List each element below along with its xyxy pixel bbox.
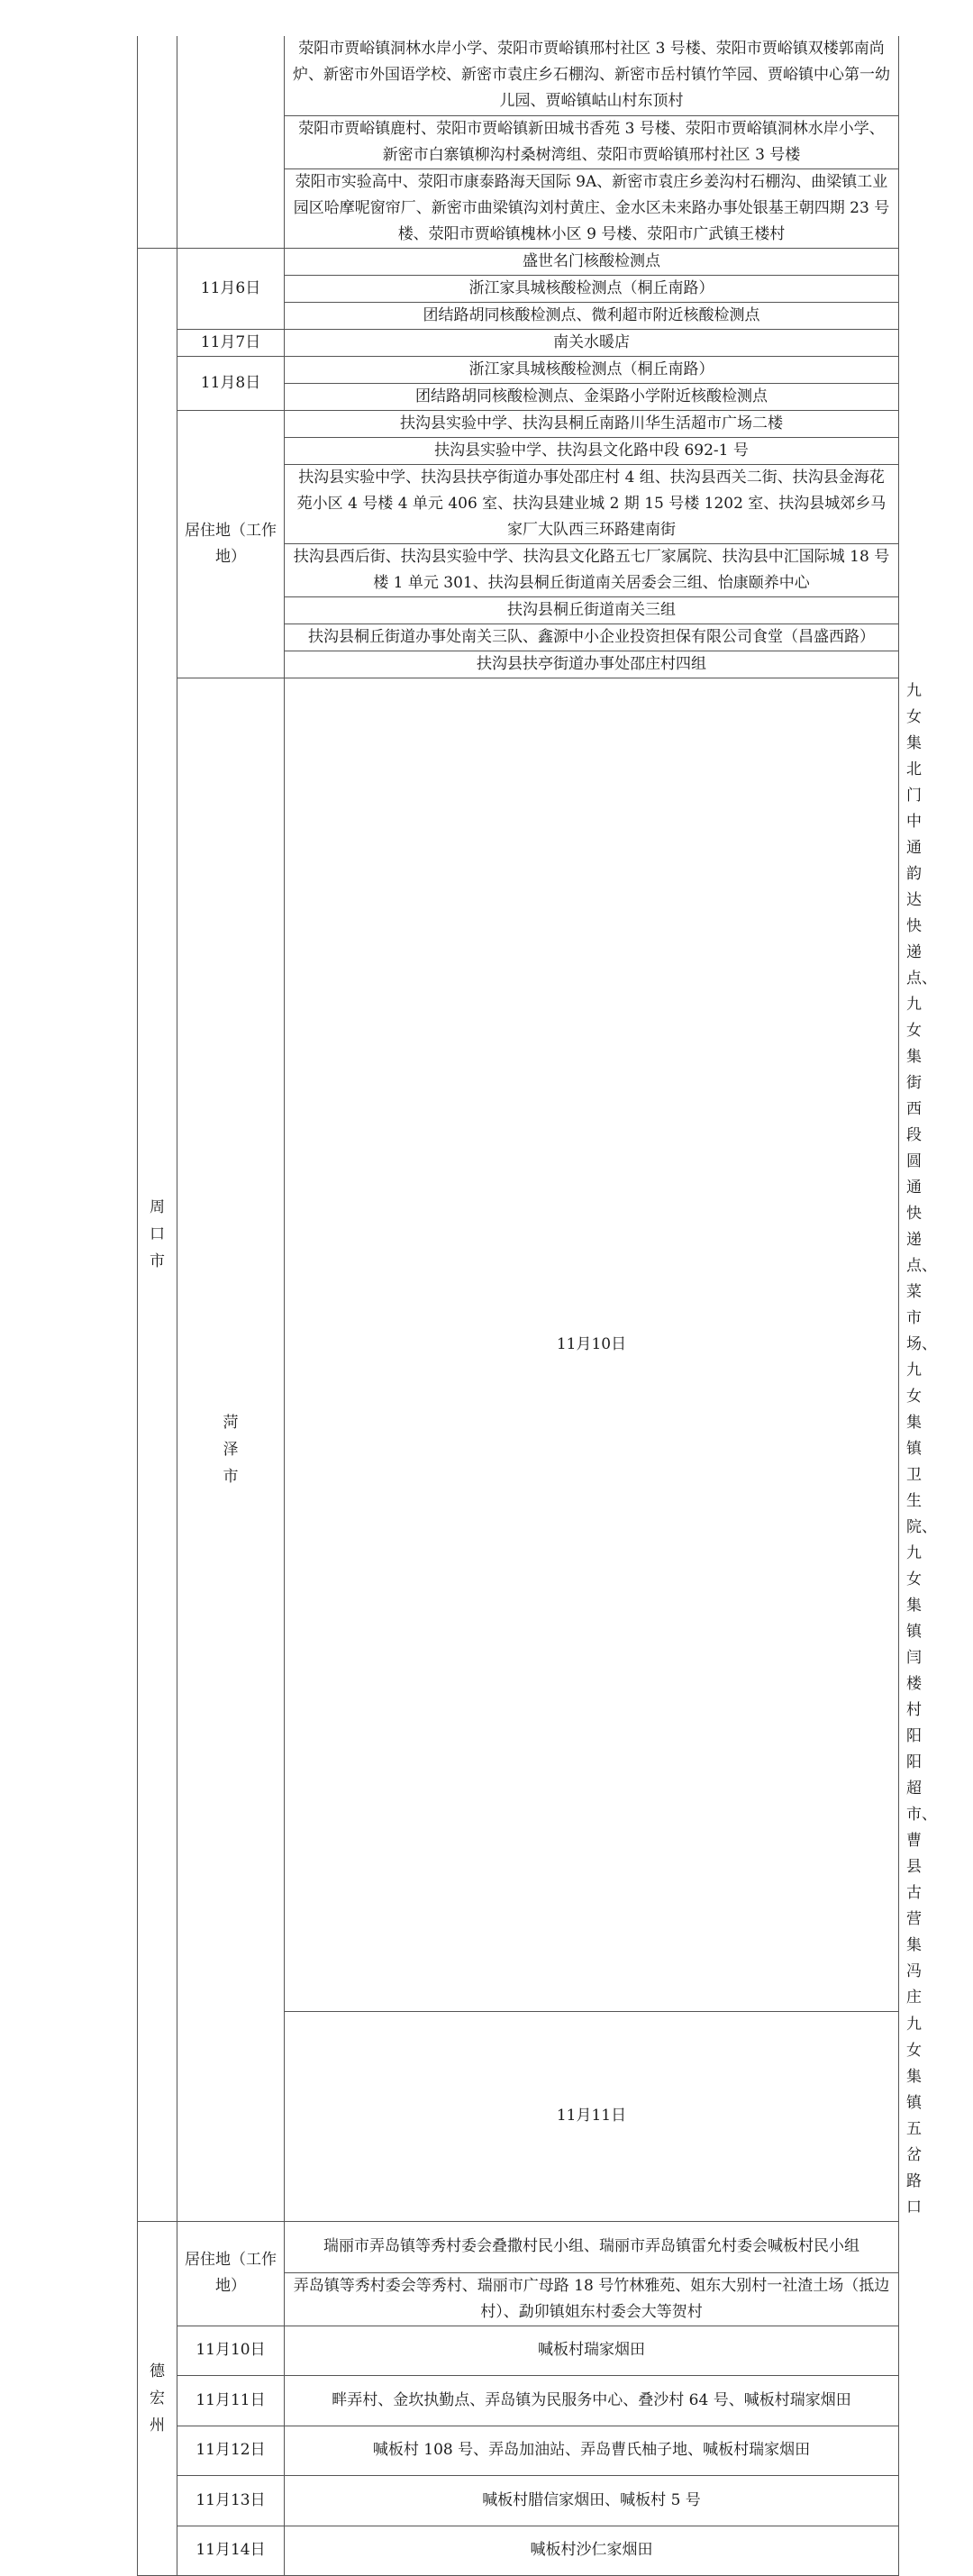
location-cell: 扶沟县实验中学、扶沟县扶亭街道办事处邵庄村 4 组、扶沟县西关二街、扶沟县金海花苑小区 4 号楼 4 单元 406 室、扶沟县建业城 2 期 15 号楼 1202 室、扶沟县城郊乡马家厂大队西三环路建南街 — [285, 464, 899, 543]
location-cell: 瑞丽市弄岛镇等秀村委会叠撒村民小组、瑞丽市弄岛镇雷允村委会喊板村民小组 — [285, 2221, 899, 2272]
location-cell: 喊板村腊信家烟田、喊板村 5 号 — [285, 2475, 899, 2526]
table-row — [138, 36, 899, 115]
place-cell — [138, 248, 177, 2221]
table-row — [138, 2326, 899, 2375]
date-cell: 11月10日 — [285, 678, 899, 2011]
case-location-table — [137, 36, 937, 2576]
table-row — [138, 329, 899, 356]
date-cell: 11月14日 — [177, 2526, 285, 2575]
location-cell: 团结路胡同核酸检测点、微利超市附近核酸检测点 — [285, 302, 899, 329]
table-row — [138, 2475, 899, 2526]
location-cell: 畔弄村、金坎执勤点、弄岛镇为民服务中心、叠沙村 64 号、喊板村瑞家烟田 — [285, 2375, 899, 2426]
location-cell: 扶沟县西后街、扶沟县实验中学、扶沟县文化路五七厂家属院、扶沟县中汇国际城 18 号楼 1 单元 301、扶沟县桐丘街道南关居委会三组、怡康颐养中心 — [285, 543, 899, 596]
location-cell: 喊板村沙仁家烟田 — [285, 2526, 899, 2575]
location-cell: 浙江家具城核酸检测点（桐丘南路） — [285, 356, 899, 383]
place-name: 德宏州 — [150, 2362, 165, 2435]
place-name: 周口市 — [150, 1198, 165, 1270]
date-cell: 居住地（工作地） — [177, 410, 285, 678]
date-cell: 11月8日 — [177, 356, 285, 410]
location-cell: 荥阳市贾峪镇洞林水岸小学、荥阳市贾峪镇邢村社区 3 号楼、荥阳市贾峪镇双楼郭南尚炉、新密市外国语学校、新密市袁庄乡石棚沟、新密市岳村镇竹竿园、贾峪镇中心第一幼儿园、贾峪镇岵山村东顶村 — [285, 36, 899, 115]
table-row: 菏泽市 11月10日 九女集北门中通韵达快递点、九女集街西段圆通快递点、菜市场、九女集镇卫生院、九女集镇闫楼村阳阳超市、曹县古营集冯庄 — [138, 678, 899, 2011]
location-cell: 扶沟县实验中学、扶沟县文化路中段 692-1 号 — [285, 437, 899, 464]
date-cell: 11月6日 — [177, 248, 285, 329]
date-cell: 11月13日 — [177, 2475, 285, 2526]
location-cell: 浙江家具城核酸检测点（桐丘南路） — [285, 275, 899, 302]
location-cell: 南关水暖店 — [285, 329, 899, 356]
table-row — [138, 2221, 899, 2272]
table-row — [138, 2375, 899, 2426]
place-cell — [138, 2221, 177, 2575]
date-cell: 11月11日 — [177, 2375, 285, 2426]
location-cell: 盛世名门核酸检测点 — [285, 248, 899, 275]
location-cell: 喊板村 108 号、弄岛加油站、弄岛曹氏柚子地、喊板村瑞家烟田 — [285, 2426, 899, 2475]
table-row — [138, 410, 899, 437]
table-row — [138, 2426, 899, 2475]
location-cell: 扶沟县扶亭街道办事处邵庄村四组 — [285, 651, 899, 678]
date-cell: 居住地（工作地） — [177, 2221, 285, 2326]
location-cell: 荥阳市贾峪镇鹿村、荥阳市贾峪镇新田城书香苑 3 号楼、荥阳市贾峪镇洞林水岸小学、新密市白寨镇柳沟村桑树湾组、荥阳市贾峪镇邢村社区 3 号楼 — [285, 115, 899, 168]
date-cell: 11月11日 — [285, 2011, 899, 2221]
location-cell: 团结路胡同核酸检测点、金渠路小学附近核酸检测点 — [285, 383, 899, 410]
location-cell: 荥阳市实验高中、荥阳市康泰路海天国际 9A、新密市袁庄乡姜沟村石棚沟、曲梁镇工业园区哈摩呢窗帘厂、新密市曲梁镇沟刘村黄庄、金水区未来路办事处银基王朝四期 23 号楼、荥阳市贾峪镇槐林小区 9 号楼、荥阳市广武镇王楼村 — [285, 168, 899, 248]
location-cell: 弄岛镇等秀村委会等秀村、瑞丽市广母路 18 号竹林雅苑、姐东大别村一社渣土场（抵边村）、勐卯镇姐东村委会大等贺村 — [285, 2272, 899, 2326]
location-cell: 扶沟县桐丘街道南关三组 — [285, 596, 899, 624]
date-cell: 11月12日 — [177, 2426, 285, 2475]
table-row — [138, 356, 899, 383]
place-cell — [138, 36, 177, 248]
location-cell: 扶沟县桐丘街道办事处南关三队、鑫源中小企业投资担保有限公司食堂（昌盛西路） — [285, 624, 899, 651]
table-row — [138, 248, 899, 275]
location-cell: 扶沟县实验中学、扶沟县桐丘南路川华生活超市广场二楼 — [285, 410, 899, 437]
table-row: 11月11日 九女集镇五岔路口 — [138, 2011, 899, 2221]
location-cell: 喊板村瑞家烟田 — [285, 2326, 899, 2375]
place-cell — [177, 678, 285, 2221]
date-cell: 11月10日 — [177, 2326, 285, 2375]
date-cell — [177, 36, 285, 248]
date-cell: 11月7日 — [177, 329, 285, 356]
table-row — [138, 2526, 899, 2575]
place-name: 菏泽市 — [223, 1413, 239, 1486]
